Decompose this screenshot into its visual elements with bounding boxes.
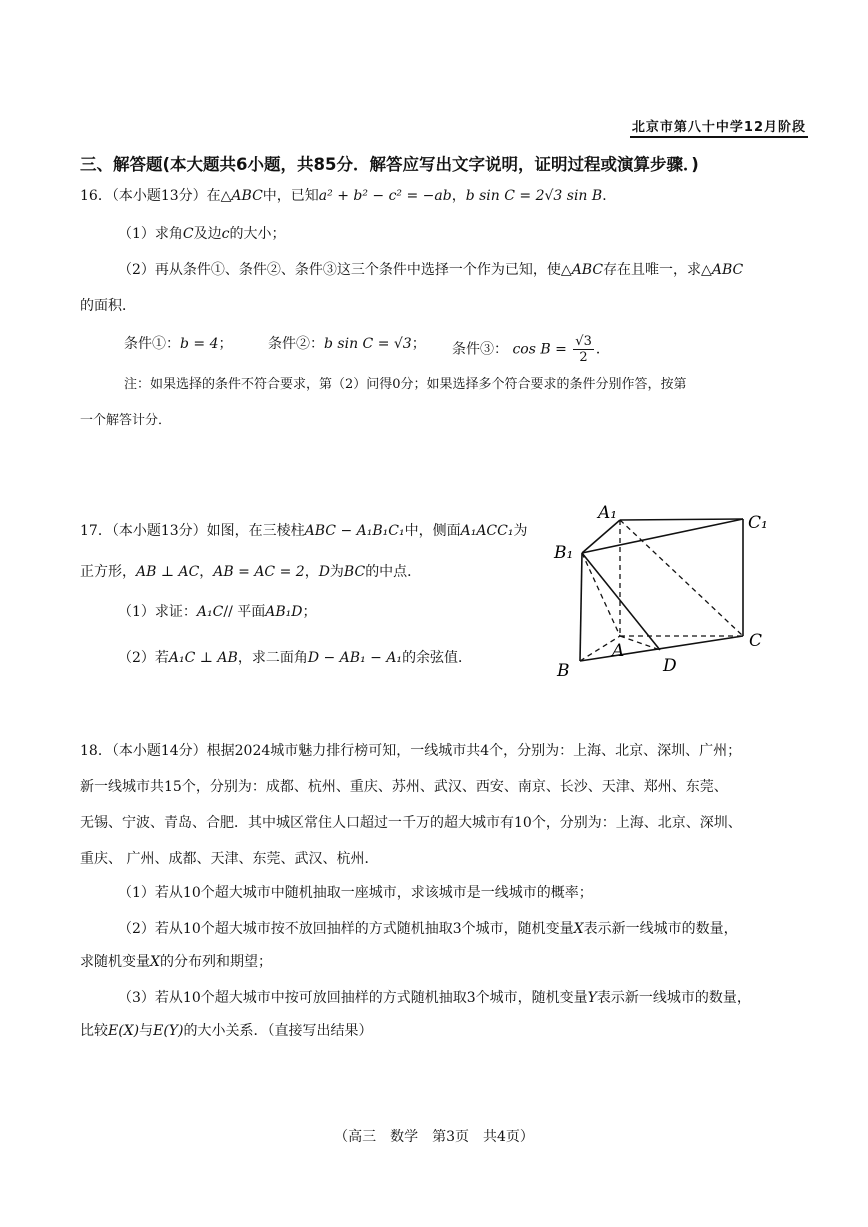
q16-triangle: ABC	[231, 188, 263, 204]
edge-A1-C	[620, 520, 743, 636]
q16-p2-text-b: 存在且唯一，求△	[603, 262, 712, 278]
q18-p2l2-end: 的分布列和期望；	[159, 954, 272, 970]
q16-head: 16．（本小题13分）在△	[80, 188, 232, 204]
label-D: D	[663, 656, 677, 676]
q17-p1-line: A₁C	[196, 604, 224, 620]
cond3-fraction	[573, 334, 594, 365]
q18-line4: 重庆、 广州、成都、天津、东莞、武汉、杭州．	[80, 851, 379, 867]
q16-p1-side-c: c	[221, 226, 230, 242]
q16-condition-2	[268, 334, 426, 354]
q18-part2-line2	[80, 952, 272, 972]
q18-p3-pre: （3）若从10个超大城市中按可放回抽样的方式随机抽取3个城市，随机变量	[118, 990, 588, 1006]
page-footer: （高三 数学 第3页 共4页）	[334, 1129, 534, 1145]
q18-var-X2: X	[150, 954, 160, 970]
edge-B1-A1	[582, 520, 620, 553]
q16-condition-1	[124, 334, 233, 354]
label-A: A	[612, 641, 625, 661]
section-title: 三、解答题(本大题共6小题，共85分．解答应写出文字说明，证明过程或演算步骤．)	[80, 155, 699, 174]
q16-part2-line1	[118, 260, 743, 280]
q18-EY: E(Y)	[153, 1023, 184, 1039]
q17-l2-mid2: ，	[304, 564, 319, 580]
cond2-end: ；	[411, 336, 426, 352]
q17-l1-mid: 中，侧面	[404, 523, 461, 539]
q18-line3: 无锡、宁波、青岛、合肥．其中城区常住人口超过一千万的超大城市有10个，分别为：上海、北京、深圳、	[80, 815, 742, 831]
q18-line2: 新一线城市共15个，分别为：成都、杭州、重庆、苏州、武汉、西安、南京、长沙、天津、郑州、东莞、	[80, 779, 728, 795]
q18-p3l2-pre: 比较	[80, 1023, 108, 1039]
q17-p2-mid: ，求二面角	[237, 650, 308, 666]
q17-p2-pre: （2）若	[118, 650, 169, 666]
cond3-end: ．	[595, 341, 610, 358]
q16-stem	[80, 186, 616, 206]
q17-p2-perp: A₁C ⊥ AB	[168, 650, 238, 666]
q16-note-line1: 注：如果选择的条件不符合要求，第（2）问得0分；如果选择多个符合要求的条件分别作答，按第	[124, 377, 687, 392]
q16-p2-triangle: ABC	[571, 262, 604, 278]
q17-part2	[118, 648, 472, 668]
school-tag: 北京市第八十中学12月阶段	[630, 116, 808, 138]
cond2-expr: b sin C = √3	[324, 336, 412, 352]
q17-point-D: D	[318, 564, 330, 580]
q17-l2-mid: ，	[199, 564, 214, 580]
edge-B-C	[580, 636, 743, 661]
q18-var-Y: Y	[587, 990, 597, 1006]
cond1-label: 条件①：	[124, 336, 180, 352]
prism-figure	[540, 496, 780, 686]
q17-p1-end: ；	[302, 604, 317, 620]
q18-part3-line1	[118, 988, 751, 1008]
q16-note-line2: 一个解答计分．	[80, 413, 172, 428]
q17-equal: AB = AC = 2	[213, 564, 305, 580]
q17-p1-mid: // 平面	[223, 604, 266, 620]
q17-l2-end: 的中点．	[365, 564, 422, 580]
label-C: C	[749, 631, 763, 651]
q18-p3l2-mid: 与	[139, 1023, 154, 1039]
cond3-label: 条件③：	[452, 341, 508, 358]
q17-prism: ABC − A₁B₁C₁	[304, 523, 405, 539]
label-B: B	[557, 661, 570, 681]
q17-p1-pre: （1）求证：	[118, 604, 197, 620]
q17-p2-end: 的余弦值．	[402, 650, 473, 666]
q18-p3-end: 表示新一线城市的数量，	[596, 990, 751, 1006]
edge-B1-C1	[582, 519, 743, 553]
edge-B1-A	[582, 553, 620, 636]
q16-mid1: 中，已知	[262, 188, 319, 204]
cond3-denominator: 2	[579, 350, 588, 365]
q18-part1: （1）若从10个超大城市中随机抽取一座城市，求该城市是一线城市的概率；	[118, 885, 593, 901]
q16-p2-triangle-2: ABC	[711, 262, 744, 278]
q18-part2-line1	[118, 919, 738, 939]
q17-p2-angle: D − AB₁ − A₁	[307, 650, 403, 666]
label-B1: B₁	[554, 543, 574, 563]
q18-part3-line2	[80, 1021, 373, 1041]
label-C1: C₁	[748, 513, 768, 533]
q18-var-X: X	[573, 921, 584, 937]
q16-equation-2: b sin C = 2√3 sin B	[465, 188, 603, 204]
cond1-expr: b = 4	[180, 336, 219, 352]
q18-p2-pre: （2）若从10个超大城市按不放回抽样的方式随机抽取3个城市，随机变量	[118, 921, 574, 937]
q17-stem-line2	[80, 562, 421, 582]
q18-p2l2-pre: 求随机变量	[80, 954, 150, 970]
q17-segment-BC: BC	[343, 564, 366, 580]
q18-line1: 18．（本小题14分）根据2024城市魅力排行榜可知，一线城市共4个，分别为：上海、北京、深圳、广州；	[80, 743, 742, 759]
q17-l1-pre: 17．（本小题13分）如图，在三棱柱	[80, 523, 305, 539]
q17-l1-end: 为	[513, 523, 528, 539]
q18-EX: E(X)	[108, 1023, 140, 1039]
q17-p1-plane: AB₁D	[265, 604, 303, 620]
q17-face: A₁ACC₁	[460, 523, 514, 539]
edge-A1-C1	[620, 519, 743, 520]
q18-p2-end: 表示新一线城市的数量，	[583, 921, 738, 937]
q17-l2-mid3: 为	[329, 564, 344, 580]
q16-p1-end: 的大小；	[229, 226, 286, 242]
q18-p3l2-end: 的大小关系．（直接写出结果）	[183, 1023, 373, 1039]
q16-part1	[118, 224, 285, 244]
label-A1: A₁	[598, 503, 618, 523]
q17-l2-pre: 正方形，	[80, 564, 136, 580]
q16-end: ．	[602, 188, 617, 204]
q16-equation-1: a² + b² − c² = −ab	[318, 188, 452, 204]
q17-part1	[118, 602, 317, 622]
edge-B1-B	[580, 553, 582, 661]
q16-mid2: ，	[451, 188, 466, 204]
q16-p2-text-a: （2）再从条件①、条件②、条件③这三个条件中选择一个作为已知，使△	[118, 262, 572, 278]
cond3-expr: cos B =	[512, 341, 567, 358]
q16-part2-line2: 的面积．	[80, 298, 136, 314]
q16-p1-pre: （1）求角	[118, 226, 183, 242]
cond1-end: ；	[218, 336, 233, 352]
q16-condition-3	[452, 334, 610, 365]
cond3-numerator: √3	[575, 334, 592, 349]
q16-p1-angle-C: C	[182, 226, 194, 242]
cond2-label: 条件②：	[268, 336, 324, 352]
q16-p1-mid: 及边	[193, 226, 222, 242]
q17-perp: AB ⊥ AC	[136, 564, 200, 580]
q17-stem-line1	[80, 521, 527, 541]
